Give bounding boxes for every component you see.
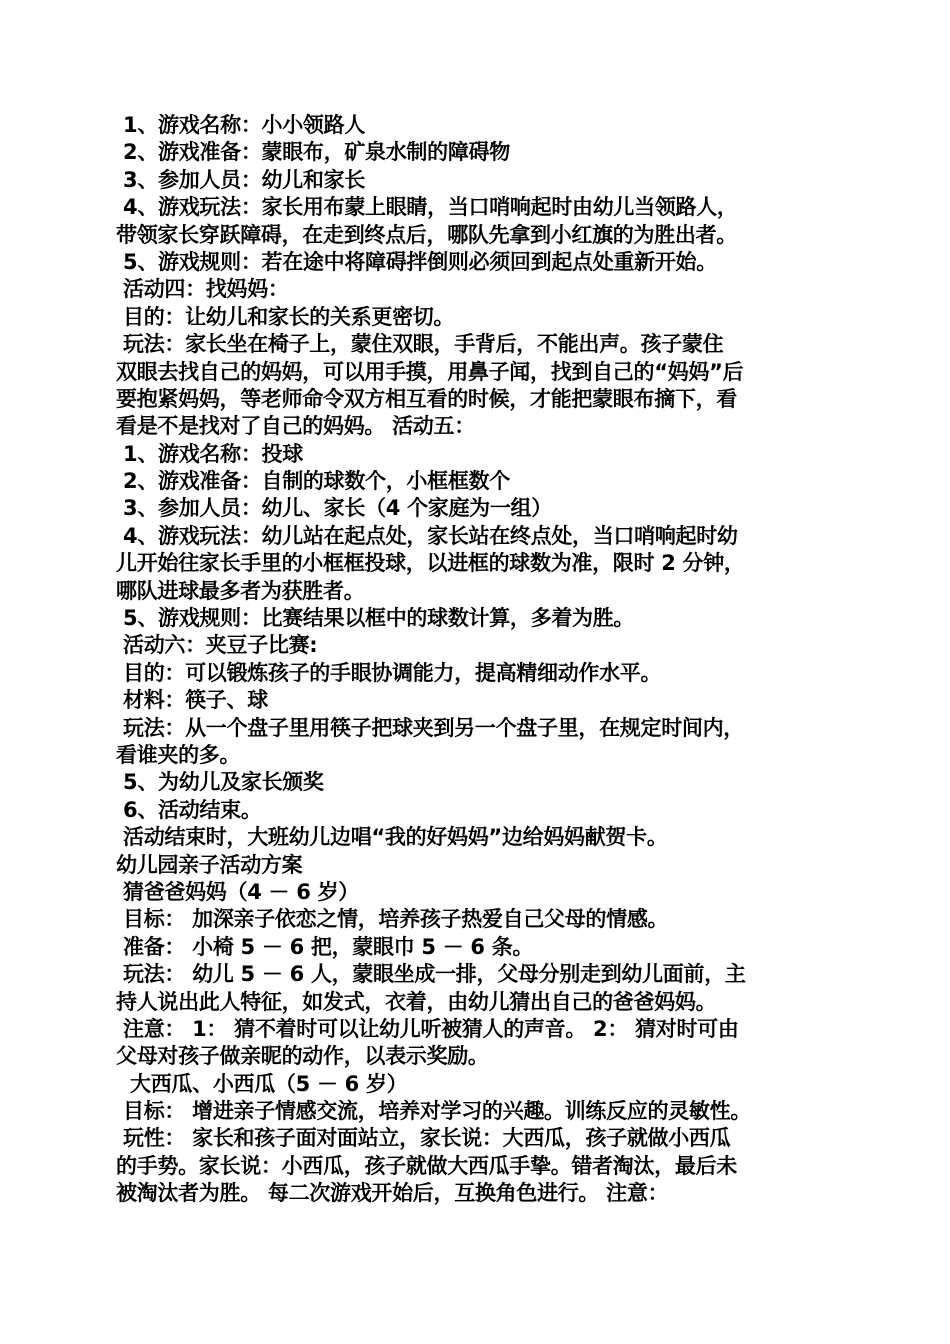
text-line: 5、游戏规则：比赛结果以框中的球数计算，多着为胜。 [116,606,635,631]
text-line: 6、活动结束。 [116,797,262,822]
text-line: 猜爸爸妈妈（4 － 6 岁） [116,879,359,904]
text-line: 活动结束时，大班幼儿边唱“我的好妈妈”边给妈妈献贺卡。 [116,825,668,850]
text-line: 持人说出此人特征，如发式，衣着，由幼儿猜出自己的爸爸妈妈。 [116,989,717,1014]
text-line: 双眼去找自己的妈妈，可以用手摸，用鼻子闻，找到自己的“妈妈”后 [116,359,744,384]
text-line: 目的：让幼儿和家长的关系更密切。 [116,304,455,329]
text-line: 3、参加人员：幼儿和家长 [116,167,366,192]
text-line: 看谁夹的多。 [116,742,241,767]
text-line: 看是不是找对了自己的妈妈。 活动五： [116,414,475,439]
document-body [116,112,846,1208]
text-line: 活动四：找妈妈： [116,277,289,302]
text-line: 2、游戏准备：蒙眼布，矿泉水制的障碍物 [116,140,510,165]
text-line: 哪队进球最多者为获胜者。 [116,578,365,603]
text-line: 要抱紧妈妈，等老师命令双方相互看的时候，才能把蒙眼布摘下，看 [116,386,737,411]
text-line: 玩法： 幼儿 5 － 6 人，蒙眼坐成一排，父母分别走到幼儿面前，主 [116,962,746,987]
text-line: 4、游戏玩法：幼儿站在起点处，家长站在终点处，当口哨响起时幼 [116,523,738,548]
text-line: 活动六：夹豆子比赛: [116,633,318,658]
text-line: 2、游戏准备：自制的球数个，小框框数个 [116,469,510,494]
text-line: 目标： 增进亲子情感交流，培养对学习的兴趣。训练反应的灵敏性。 [116,1099,752,1124]
text-line: 5、为幼儿及家长颁奖 [116,770,324,795]
text-line: 注意： 1： 猜不着时可以让幼儿听被猜人的声音。 2： 猜对时可由 [116,1016,739,1041]
text-line: 儿开始往家长手里的小框框投球，以进框的球数为准，限时 2 分钟， [116,551,745,576]
text-line: 的手势。家长说：小西瓜，孩子就做大西瓜手挚。错者淘汰，最后未 [116,1153,737,1178]
text-line: 父母对孩子做亲昵的动作，以表示奖励。 [116,1044,489,1069]
text-line: 3、参加人员：幼儿、家长（4 个家庭为一组） [116,496,552,521]
text-line: 幼儿园亲子活动方案 [116,852,303,877]
text-line: 1、游戏名称：投球 [116,441,303,466]
text-line: 玩法：家长坐在椅子上，蒙住双眼，手背后，不能出声。孩子蒙住 [116,332,724,357]
text-line: 被淘汰者为胜。 每二次游戏开始后，互换角色进行。 注意： [116,1181,669,1206]
text-line: 4、游戏玩法：家长用布蒙上眼睛，当口哨响起时由幼儿当领路人， [116,195,738,220]
text-line: 材料：筷子、球 [116,688,268,713]
text-line: 1、游戏名称：小小领路人 [116,113,366,137]
text-line: 玩性： 家长和孩子面对面站立，家长说：大西瓜，孩子就做小西瓜 [116,1126,731,1151]
text-line: 准备： 小椅 5 － 6 把，蒙眼巾 5 － 6 条。 [116,934,534,959]
text-line: 大西瓜、小西瓜（5 － 6 岁） [116,1071,408,1096]
text-line: 目标： 加深亲子依恋之情，培养孩子热爱自己父母的情感。 [116,907,669,932]
text-line: 玩法：从一个盘子里用筷子把球夹到另一个盘子里，在规定时间内， [116,715,745,740]
text-line: 目的：可以锻炼孩子的手眼协调能力，提高精细动作水平。 [116,660,662,685]
text-line: 5、游戏规则：若在途中将障碍拌倒则必须回到起点处重新开始。 [116,249,717,274]
text-line: 带领家长穿跃障碍，在走到终点后，哪队先拿到小红旗的为胜出者。 [116,222,737,247]
